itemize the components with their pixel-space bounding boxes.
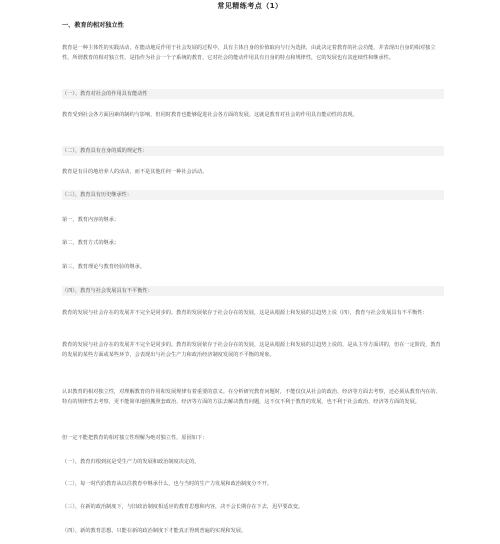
paragraph: 教育是一种主体性的实践活动，在能动地反作用于社会发展的过程中，具有主体自身的价值取向与行为选择，由此决定着教育的社会功能，并表现出自身的相对独立性。所谓教育的相对独立性，是指作为社会一个子系统的教育，它对社会的能动作用具有自身的特点和规律性，它的发展也有其连续性和继承性。 [62,45,436,61]
subheading: （二），教育具有自身的质的规定性： [62,146,444,156]
paragraph: （三），在新的政治制度下，与旧政治制度相适应的教育思想和内容，决不会长期存在下去，迟早要改变。 [62,504,304,510]
paragraph: 教育受到社会各方面因素的制约与影响，但同时教育也能够促进社会各方面的发展。这就是教育对社会的作用具有能动性的表现。 [62,112,358,118]
paragraph: 但一定不能把教育的相对独立性理解为绝对独立性，原因如下： [62,435,208,441]
paragraph: 认识教育的相对独立性，对理解教育的作用和发展规律有着重要的意义。在分析研究教育问题时，不能仅仅从社会的政治、经济等方面去考察，还必须从教育内在的、特有的规律性去考察，更不能简单地照搬照套政治、经济等方面的方法去解决教育问题，这不仅不利于教育的发展，也不利于社会政治、经济等方面的发展。 [62,389,441,405]
paragraph: 第三，教育理论与教育经验的继承。 [62,264,146,270]
paragraph: 第二，教育方式的继承； [62,240,120,246]
subheading: （一）、教育对社会的作用具有能动性 [62,89,444,99]
section-title: 一、教育的相对独立性 [62,22,124,29]
page-title: 常见精练考点（1） [217,2,283,10]
paragraph: 教育的发展与社会存在的发展并不完全是同步的。教育的发展依存于社会存在的发展，这是从根源上和发展的总趋势上说（四），教育与社会发展具有不平衡性： [62,310,428,316]
paragraph: （四），新的教育思想，只能在新的政治制度下才能真正得到普遍的实现和发展。 [62,528,247,534]
paragraph: （二），每一时代的教育从以往教育中继承什么，也与当时的生产力发展和政治制度分不开。 [62,481,273,487]
paragraph: 教育是有目的地培养人的活动，而不是其他任何一种社会活动。 [62,169,208,175]
subheading: （四），教育与社会发展具有不平衡性： [62,286,444,296]
subheading: （三），教育具有历史继承性： [62,190,444,200]
paragraph: （一），教育归根到底是受生产力的发展和政治制度决定的。 [62,459,200,465]
paragraph: 第一，教育内容的继承； [62,217,120,223]
paragraph: 教育的发展与社会存在的发展并不完全是同步的。教育的发展依存于社会存在的发展，这是从根源上和发展的总趋势上说的，是从主导方面讲的，但在一定阶段，教育的发展的某些方面或某些环节，会表现出与社会生产力和政治经济制度发展的不平衡的现象。 [62,342,441,358]
